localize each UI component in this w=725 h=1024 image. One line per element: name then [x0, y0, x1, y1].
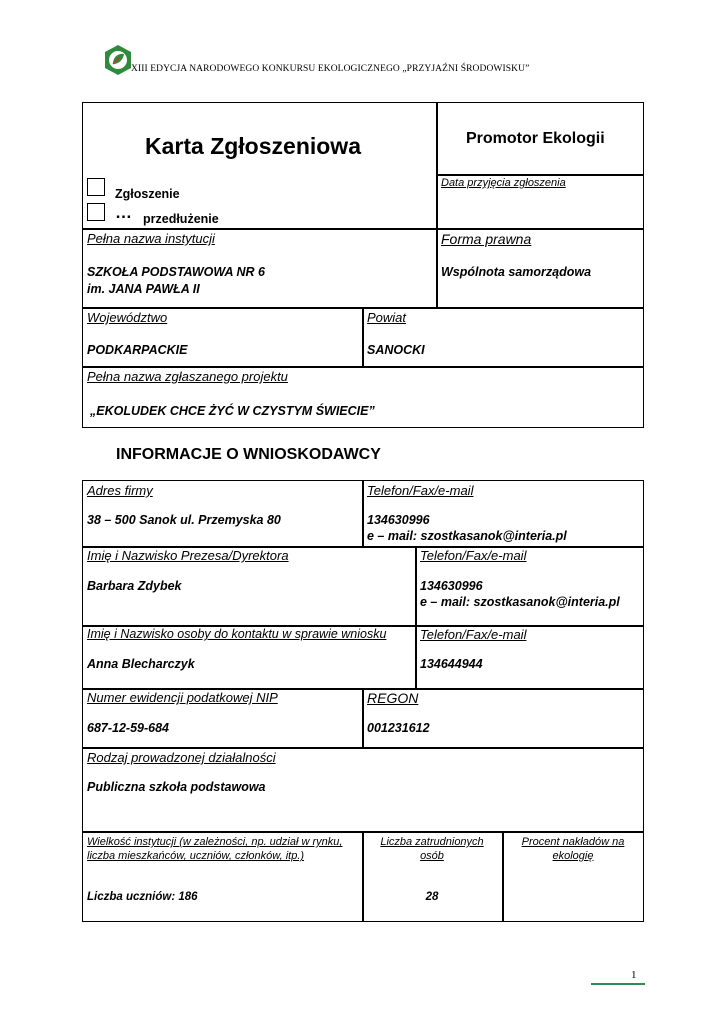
- voivodeship-label: Województwo: [87, 310, 168, 325]
- address-label: Adres firmy: [87, 483, 153, 498]
- district-value: SANOCKI: [367, 343, 425, 357]
- eco-leaf-logo-icon: [103, 44, 133, 76]
- applicant-section-title: INFORMACJE O WNIOSKODAWCY: [116, 446, 381, 463]
- contact1-email: e – mail: szostkasanok@interia.pl: [367, 529, 567, 543]
- institution-name-line2: im. JANA PAWŁA II: [87, 282, 200, 296]
- legal-form-label: Forma prawna: [441, 231, 532, 247]
- extension-label: przedłużenie: [143, 212, 219, 226]
- legal-form-value: Wspólnota samorządowa: [441, 265, 592, 279]
- page-number: 1: [631, 969, 637, 981]
- date-received-label: Data przyjęcia zgłoszenia: [441, 177, 566, 189]
- eco-spending-label: Procent nakładów na ekologię: [521, 836, 625, 862]
- header-title: XIII EDYCJA NARODOWEGO KONKURSU EKOLOGICZNEGO „PRZYJAŹNI ŚRODOWISKU”: [131, 64, 530, 74]
- contact2-email: e – mail: szostkasanok@interia.pl: [420, 595, 620, 609]
- activity-label: Rodzaj prowadzonej działalności: [87, 750, 276, 765]
- district-label: Powiat: [367, 310, 407, 325]
- contact3-label: Telefon/Fax/e-mail: [420, 627, 527, 642]
- project-name-label: Pełna nazwa zgłaszanego projektu: [87, 369, 288, 384]
- director-label: Imię i Nazwisko Prezesa/Dyrektora: [87, 548, 289, 563]
- contact2-label: Telefon/Fax/e-mail: [420, 548, 527, 563]
- submission-label: Zgłoszenie: [115, 187, 180, 201]
- institution-name-line1: SZKOŁA PODSTAWOWA NR 6: [87, 265, 266, 279]
- form-title: Karta Zgłoszeniowa: [145, 133, 361, 159]
- size-value: Liczba uczniów: 186: [87, 891, 198, 903]
- contact-person-value: Anna Blecharczyk: [87, 657, 195, 671]
- project-name-value: „EKOLUDEK CHCE ŻYĆ W CZYSTYM ŚWIECIE”: [90, 404, 375, 418]
- regon-value: 001231612: [367, 721, 430, 735]
- contact2-phone: 134630996: [420, 579, 483, 593]
- voivodeship-value: PODKARPACKIE: [87, 343, 188, 357]
- director-value: Barbara Zdybek: [87, 579, 182, 593]
- address-value: 38 – 500 Sanok ul. Przemyska 80: [87, 513, 281, 527]
- institution-name-label: Pełna nazwa instytucji: [87, 231, 215, 246]
- employees-value: 28: [425, 891, 439, 903]
- size-label: Wielkość instytucji (w zależności, np. udział w rynku, liczba mieszkańców, uczniów, członków, itp.): [87, 836, 343, 862]
- submission-checkbox[interactable]: [87, 178, 105, 196]
- category-title: Promotor Ekologii: [466, 130, 605, 147]
- employees-label: Liczba zatrudnionych osób: [380, 836, 484, 862]
- footer-rule: [591, 983, 645, 985]
- activity-value: Publiczna szkoła podstawowa: [87, 780, 266, 794]
- extension-dots: …: [115, 203, 132, 222]
- regon-label: REGON: [367, 690, 419, 706]
- nip-label: Numer ewidencji podatkowej NIP: [87, 690, 278, 705]
- contact1-phone: 134630996: [367, 513, 430, 527]
- nip-value: 687-12-59-684: [87, 721, 170, 735]
- contact-person-label: Imię i Nazwisko osoby do kontaktu w sprawie wniosku: [87, 627, 387, 641]
- contact1-label: Telefon/Fax/e-mail: [367, 483, 474, 498]
- extension-checkbox[interactable]: [87, 203, 105, 221]
- contact3-phone: 134644944: [420, 657, 483, 671]
